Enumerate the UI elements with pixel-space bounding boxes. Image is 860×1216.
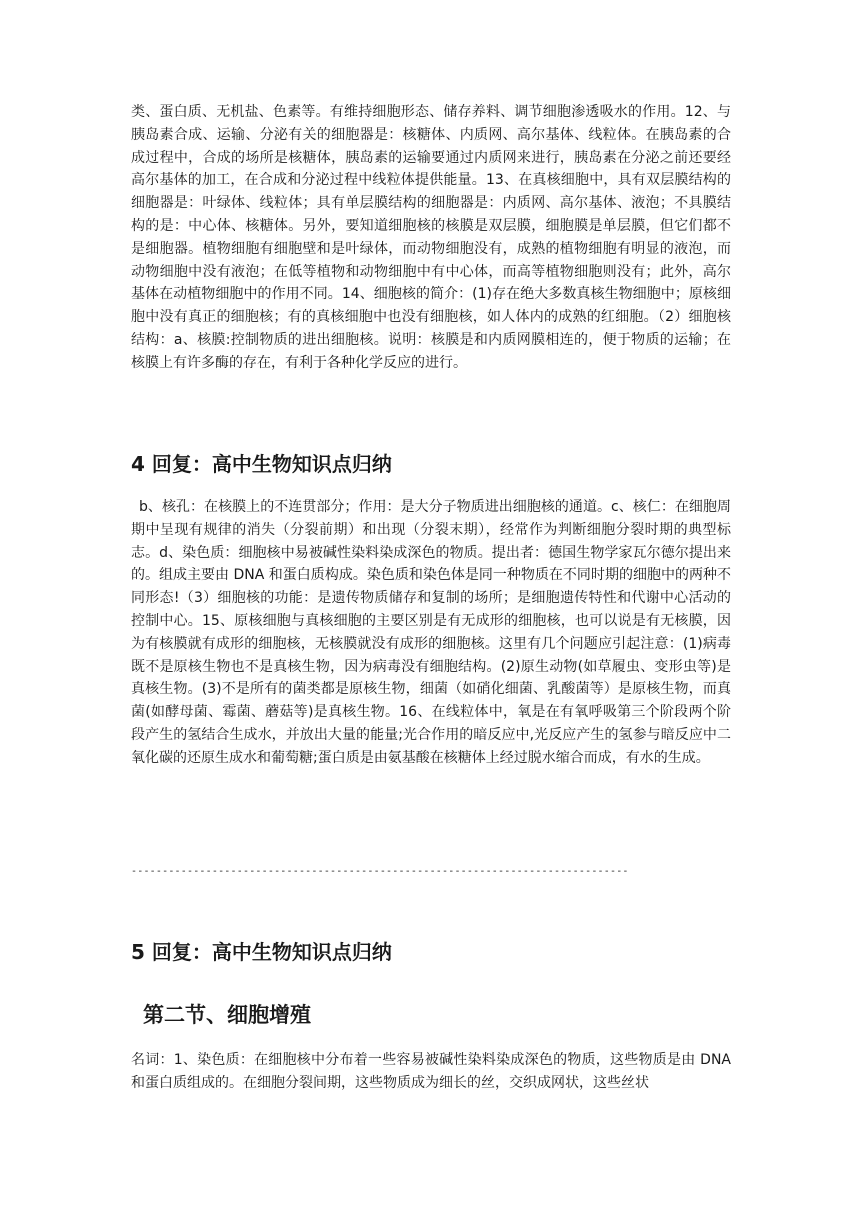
reply-5-heading: 5 回复：高中生物知识点归纳 (131, 940, 392, 964)
section-divider: -------------------------------------------------------------------------------- (131, 866, 629, 877)
reply-4-heading: 4 回复：高中生物知识点归纳 (131, 452, 392, 476)
section-title-cell-division: 第二节、细胞增殖 (143, 1003, 311, 1027)
paragraph-organelles: 类、蛋白质、无机盐、色素等。有维持细胞形态、储存养料、调节细胞渗透吸水的作用。12、与胰岛素合成、运输、分泌有关的细胞器是：核糖体、内质网、高尔基体、线粒体。在胰岛素的合成过程中，合成的场所是核糖体，胰岛素的运输要通过内质网来进行，胰岛素在分泌之前还要经高尔基体的加工，在合成和分泌过程中线粒体提供能量。13、在真核细胞中，具有双层膜结构的细胞器是：叶绿体、线粒体；具有单层膜结构的细胞器是：内质网、高尔基体、液泡；不具膜结构的是：中心体、核糖体。另外，要知道细胞核的核膜是双层膜，细胞膜是单层膜，但它们都不是细胞器。植物细胞有细胞壁和是叶绿体，而动物细胞没有，成熟的植物细胞有明显的液泡，而动物细胞中没有液泡；在低等植物和动物细胞中有中心体，而高等植物细胞则没有；此外，高尔基体在动植物细胞中的作用不同。14、细胞核的简介：(1)存在绝大多数真核生物细胞中；原核细胞中没有真正的细胞核；有的真核细胞中也没有细胞核，如人体内的成熟的红细胞。（2）细胞核结构：a、核膜:控制物质的进出细胞核。说明：核膜是和内质网膜相连的，便于物质的运输；在核膜上有许多酶的存在，有利于各种化学反应的进行。 (131, 104, 731, 371)
paragraph-terms: 名词：1、染色质：在细胞核中分布着一些容易被碱性染料染成深色的物质，这些物质是由 DNA 和蛋白质组成的。在细胞分裂间期，这些物质成为细长的丝，交织成网状，这些丝状 (131, 1052, 731, 1091)
paragraph-nucleus: b、核孔：在核膜上的不连贯部分；作用：是大分子物质进出细胞核的通道。c、核仁：在细胞周期中呈现有规律的消失（分裂前期）和出现（分裂末期），经常作为判断细胞分裂时期的典型标志。d、染色质：细胞核中易被碱性染料染成深色的物质。提出者：德国生物学家瓦尔德尔提出来的。组成主要由 DNA 和蛋白质构成。染色质和染色体是同一种物质在不同时期的细胞中的两种不同形态!（3）细胞核的功能：是遗传物质储存和复制的场所；是细胞遗传特性和代谢中心活动的控制中心。15、原核细胞与真核细胞的主要区别是有无成形的细胞核，也可以说是有无核膜，因为有核膜就有成形的细胞核，无核膜就没有成形的细胞核。这里有几个问题应引起注意：(1)病毒既不是原核生物也不是真核生物，因为病毒没有细胞结构。(2)原生动物(如草履虫、变形虫等)是真核生物。(3)不是所有的菌类都是原核生物，细菌（如硝化细菌、乳酸菌等）是原核生物，而真菌(如酵母菌、霉菌、蘑菇等)是真核生物。16、在线粒体中，氧是在有氧呼吸第三个阶段两个阶段产生的氢结合生成水，并放出大量的能量;光合作用的暗反应中,光反应产生的氢参与暗反应中二氧化碳的还原生成水和葡萄糖;蛋白质是由氨基酸在核糖体上经过脱水缩合而成，有水的生成。 (131, 499, 731, 766)
